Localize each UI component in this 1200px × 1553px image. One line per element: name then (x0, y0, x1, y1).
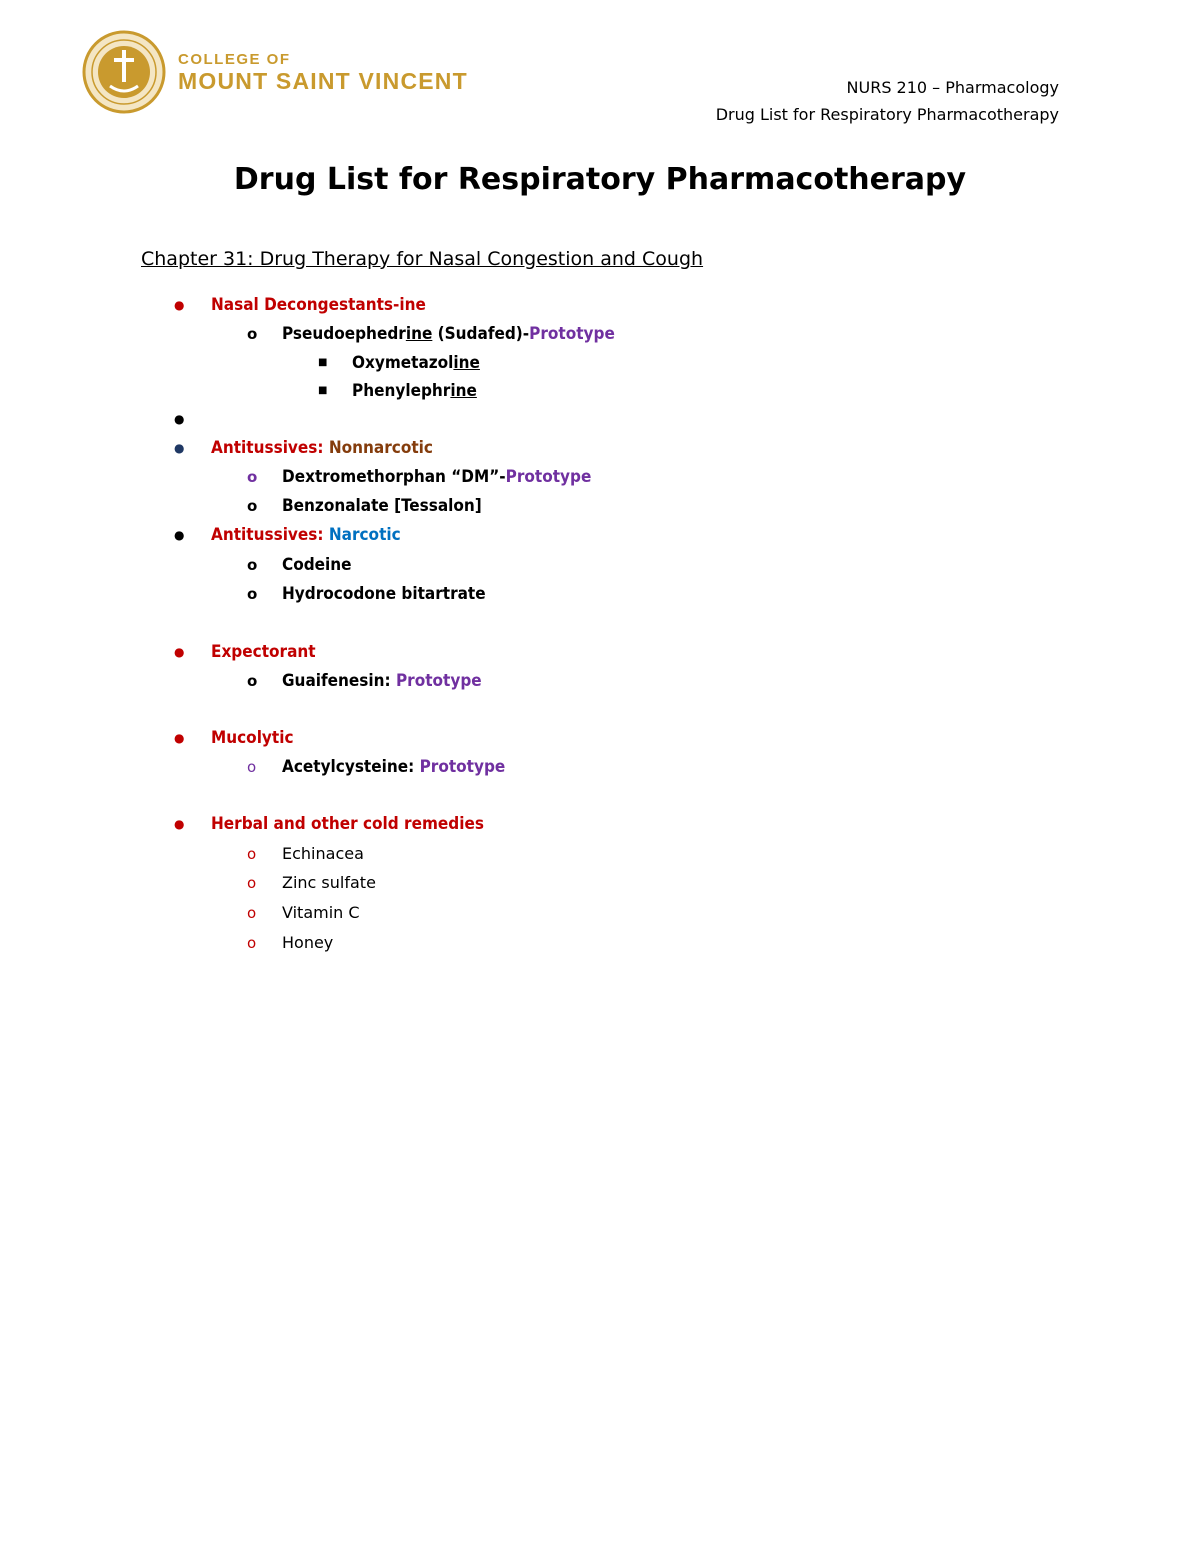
bullet-icon: ● (174, 528, 185, 542)
drug-guaifenesin (282, 667, 482, 695)
drug-oxymetazoline (352, 349, 480, 377)
college-name-line1: COLLEGE OF (178, 51, 291, 68)
category-herbal: Herbal and other cold remedies (211, 814, 484, 834)
drug-suffix: ine (405, 324, 433, 344)
college-seal-icon (82, 30, 166, 114)
category-decongestants: Nasal Decongestants-ine (211, 295, 426, 315)
drug-text: Acetylcysteine: (282, 757, 420, 777)
circle-bullet-icon: o (247, 497, 258, 515)
drug-dextromethorphan (282, 463, 591, 491)
header-subtitle: Drug List for Respiratory Pharmacotherapy (715, 105, 1059, 124)
category-type: Nonnarcotic (328, 438, 433, 458)
drug-hydrocodone: Hydrocodone bitartrate (282, 584, 486, 604)
circle-bullet-icon: o (247, 556, 258, 574)
drug-text: Guaifenesin: (282, 671, 396, 691)
category-antitussives-narcotic (211, 521, 401, 549)
remedy-echinacea: Echinacea (282, 844, 364, 863)
category-mucolytic: Mucolytic (211, 728, 294, 748)
category-type: Narcotic (328, 525, 401, 545)
drug-benzonatate: Benzonalate [Tessalon] (282, 496, 482, 516)
drug-acetylcysteine (282, 753, 505, 781)
square-bullet-icon: ■ (318, 357, 328, 368)
college-logo (82, 30, 502, 116)
college-name (178, 52, 468, 94)
drug-pseudoephedrine (282, 320, 615, 348)
circle-bullet-icon: o (247, 585, 258, 603)
circle-bullet-icon: o (247, 904, 257, 922)
circle-bullet-icon: o (247, 468, 258, 486)
circle-bullet-icon: o (247, 845, 257, 863)
page-header (716, 74, 1059, 128)
remedy-vitamin-c: Vitamin C (282, 903, 360, 922)
remedy-honey: Honey (282, 933, 334, 952)
remedy-zinc-sulfate: Zinc sulfate (282, 873, 376, 892)
category-expectorant: Expectorant (211, 642, 316, 662)
category-label: Antitussives: (211, 525, 329, 545)
prototype-label: Prototype (419, 757, 506, 777)
circle-bullet-icon: o (247, 325, 258, 343)
circle-bullet-icon: o (247, 758, 257, 776)
bullet-icon: ● (174, 817, 185, 831)
circle-bullet-icon: o (247, 874, 257, 892)
bullet-icon: ● (174, 731, 185, 745)
drug-text: Phenylephr (352, 381, 451, 401)
bullet-icon: ● (174, 441, 185, 455)
prototype-label: Prototype (529, 324, 615, 344)
category-label: Antitussives: (211, 438, 329, 458)
bullet-icon: ● (174, 645, 185, 659)
course-name: NURS 210 – Pharmacology (846, 78, 1059, 97)
drug-codeine: Codeine (282, 555, 352, 575)
drug-text: Dextromethorphan “DM”- (282, 467, 506, 487)
prototype-label: Prototype (505, 467, 592, 487)
circle-bullet-icon: o (247, 672, 258, 690)
bullet-icon: ● (174, 298, 185, 312)
category-antitussives-nonnarcotic (211, 434, 433, 462)
circle-bullet-icon: o (247, 934, 257, 952)
drug-brand: (Sudafed)- (432, 324, 530, 344)
chapter-heading: Chapter 31: Drug Therapy for Nasal Congestion and Cough (141, 248, 704, 270)
document-title: Drug List for Respiratory Pharmacotherapy (233, 162, 967, 197)
prototype-label: Prototype (395, 671, 482, 691)
square-bullet-icon: ■ (318, 385, 328, 396)
drug-suffix: ine (453, 353, 480, 373)
drug-suffix: ine (450, 381, 477, 401)
drug-text: Oxymetazol (352, 353, 454, 373)
drug-phenylephrine (352, 377, 477, 405)
college-name-line2: MOUNT SAINT VINCENT (178, 68, 468, 94)
empty-bullet-icon: ● (174, 412, 185, 426)
drug-text: Pseudoephedr (282, 324, 406, 344)
